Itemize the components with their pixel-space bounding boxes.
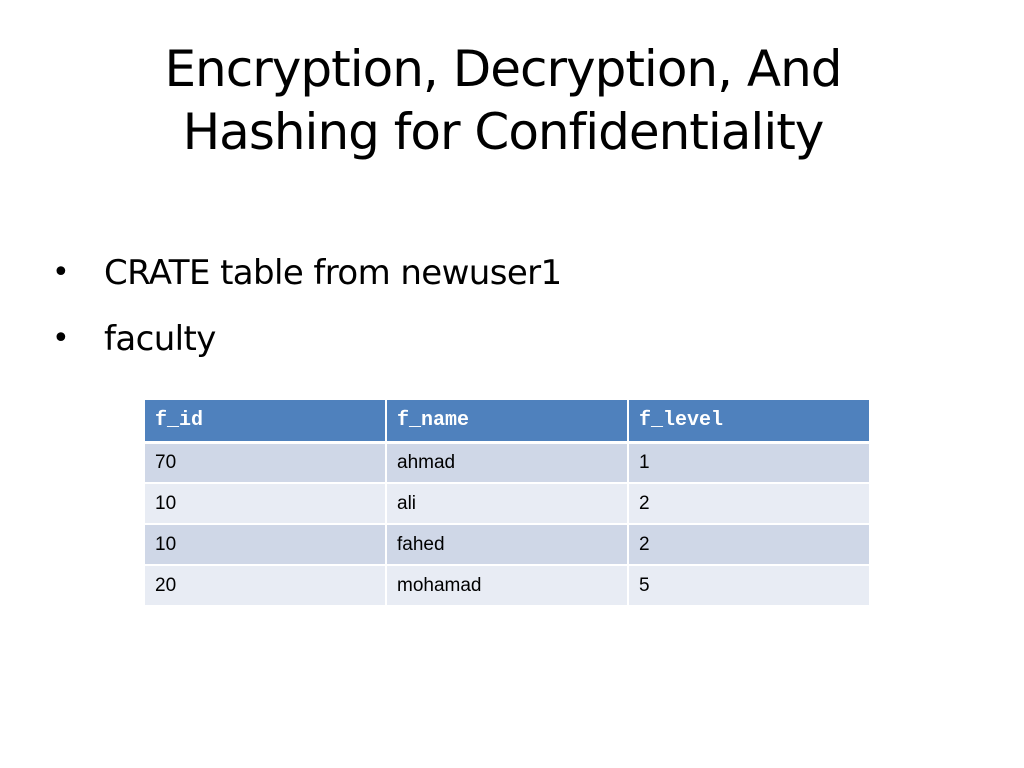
cell-f-id: 10 (145, 483, 386, 524)
cell-f-level: 2 (628, 524, 869, 565)
slide-title (100, 38, 906, 164)
column-header-f-name: f_name (386, 400, 628, 442)
column-header-f-level: f_level (628, 400, 869, 442)
faculty-table (145, 400, 869, 607)
bullet-item (52, 312, 912, 378)
table-row (145, 483, 869, 524)
table-row (145, 524, 869, 565)
bullet-item (52, 246, 912, 312)
cell-f-name: fahed (386, 524, 628, 565)
bullet-text: CRATE table from newuser1 (104, 253, 562, 293)
table-row (145, 565, 869, 606)
cell-f-name: ahmad (386, 442, 628, 483)
bullet-text: faculty (104, 319, 216, 359)
bullet-marker: • (52, 255, 70, 290)
title-line-2: Hashing for Confidentiality (182, 103, 824, 161)
cell-f-id: 20 (145, 565, 386, 606)
cell-f-id: 70 (145, 442, 386, 483)
cell-f-name: mohamad (386, 565, 628, 606)
column-header-f-id: f_id (145, 400, 386, 442)
title-line-1: Encryption, Decryption, And (164, 40, 842, 98)
cell-f-id: 10 (145, 524, 386, 565)
cell-f-level: 5 (628, 565, 869, 606)
table-header-row (145, 400, 869, 442)
cell-f-name: ali (386, 483, 628, 524)
bullet-marker: • (52, 321, 70, 356)
bullet-list (52, 246, 912, 378)
table-row (145, 442, 869, 483)
cell-f-level: 2 (628, 483, 869, 524)
cell-f-level: 1 (628, 442, 869, 483)
